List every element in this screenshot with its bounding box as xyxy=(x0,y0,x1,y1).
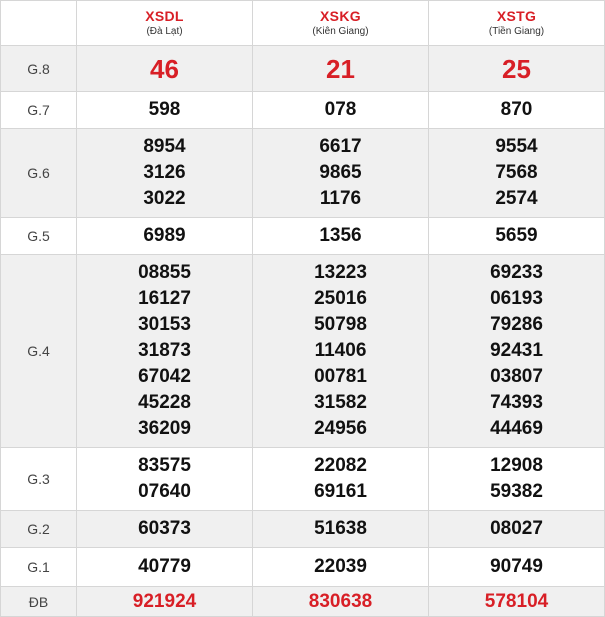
prize-row-g6 xyxy=(1,129,605,218)
result-number: 00781 xyxy=(314,366,367,387)
province-name: (Kiên Giang) xyxy=(312,26,369,37)
result-cell xyxy=(253,46,429,92)
result-number: 6617 xyxy=(319,136,362,157)
result-cell xyxy=(429,46,605,92)
result-number: 67042 xyxy=(138,366,191,387)
province-header-xsdl[interactable] xyxy=(77,1,253,46)
prize-label: G.4 xyxy=(1,255,77,448)
result-number: 25 xyxy=(502,53,531,84)
province-header-xskg[interactable] xyxy=(253,1,429,46)
result-number: 1356 xyxy=(319,225,362,246)
result-number: 24956 xyxy=(314,418,367,439)
result-cell xyxy=(77,92,253,129)
result-number: 13223 xyxy=(314,262,367,283)
result-number: 08027 xyxy=(490,518,543,539)
province-code[interactable]: XSKG xyxy=(320,8,361,24)
prize-row-g5 xyxy=(1,218,605,255)
result-number: 74393 xyxy=(490,392,543,413)
result-cell xyxy=(429,92,605,129)
prize-label: ĐB xyxy=(1,587,77,617)
result-number: 79286 xyxy=(490,314,543,335)
result-number: 46 xyxy=(150,53,179,84)
result-cell xyxy=(429,255,605,448)
special-prize-number: 578104 xyxy=(484,590,549,612)
result-number: 83575 xyxy=(138,455,191,476)
result-number: 3126 xyxy=(143,162,186,183)
result-number: 31582 xyxy=(314,392,367,413)
result-cell xyxy=(429,511,605,548)
prize-row-special xyxy=(1,587,605,617)
result-number: 11406 xyxy=(314,340,367,361)
result-number: 7568 xyxy=(495,162,538,183)
prize-label: G.2 xyxy=(1,511,77,548)
result-number: 06193 xyxy=(490,288,543,309)
result-cell xyxy=(253,448,429,511)
result-number: 07640 xyxy=(138,481,191,502)
prize-row-g7 xyxy=(1,92,605,129)
special-prize-number: 921924 xyxy=(132,590,197,612)
result-number: 59382 xyxy=(490,481,543,502)
result-number: 51638 xyxy=(314,518,367,539)
result-number: 22039 xyxy=(314,556,367,577)
result-number: 8954 xyxy=(143,136,186,157)
result-cell xyxy=(253,218,429,255)
prize-row-g1 xyxy=(1,548,605,587)
result-number: 03807 xyxy=(490,366,543,387)
result-cell xyxy=(253,511,429,548)
result-cell xyxy=(77,448,253,511)
result-number: 2574 xyxy=(495,188,538,209)
prize-label: G.6 xyxy=(1,129,77,218)
result-cell xyxy=(429,448,605,511)
result-number: 6989 xyxy=(143,225,186,246)
result-cell xyxy=(429,548,605,587)
result-cell xyxy=(77,587,253,617)
prize-row-g8 xyxy=(1,46,605,92)
result-number: 870 xyxy=(500,99,533,120)
result-cell xyxy=(77,511,253,548)
result-number: 69161 xyxy=(314,481,367,502)
province-header-row xyxy=(1,1,605,46)
prize-label: G.7 xyxy=(1,92,77,129)
province-name: (Đà Lạt) xyxy=(146,26,183,37)
result-number: 9865 xyxy=(319,162,362,183)
result-number: 25016 xyxy=(314,288,367,309)
result-number: 31873 xyxy=(138,340,191,361)
result-number: 45228 xyxy=(138,392,191,413)
prize-label: G.3 xyxy=(1,448,77,511)
result-number: 5659 xyxy=(495,225,538,246)
result-number: 92431 xyxy=(490,340,543,361)
result-number: 21 xyxy=(326,53,355,84)
prize-row-g2 xyxy=(1,511,605,548)
result-cell xyxy=(429,129,605,218)
result-number: 50798 xyxy=(314,314,367,335)
prize-label: G.1 xyxy=(1,548,77,587)
result-number: 9554 xyxy=(495,136,538,157)
result-number: 08855 xyxy=(138,262,191,283)
result-number: 3022 xyxy=(143,188,186,209)
result-number: 90749 xyxy=(490,556,543,577)
result-cell xyxy=(429,587,605,617)
prize-header-cell xyxy=(1,1,77,46)
province-name: (Tiền Giang) xyxy=(488,26,545,37)
result-number: 60373 xyxy=(138,518,191,539)
province-code[interactable]: XSDL xyxy=(145,8,184,24)
result-cell xyxy=(77,548,253,587)
result-cell xyxy=(253,92,429,129)
result-number: 078 xyxy=(324,99,357,120)
result-cell xyxy=(77,129,253,218)
special-prize-number: 830638 xyxy=(308,590,373,612)
result-number: 40779 xyxy=(138,556,191,577)
result-number: 22082 xyxy=(314,455,367,476)
prize-label: G.8 xyxy=(1,46,77,92)
result-cell xyxy=(77,255,253,448)
result-cell xyxy=(253,255,429,448)
result-cell xyxy=(429,218,605,255)
province-header-xstg[interactable] xyxy=(429,1,605,46)
result-cell xyxy=(77,46,253,92)
result-cell xyxy=(253,548,429,587)
prize-row-g3 xyxy=(1,448,605,511)
prize-row-g4 xyxy=(1,255,605,448)
result-number: 36209 xyxy=(138,418,191,439)
province-code[interactable]: XSTG xyxy=(496,8,537,24)
result-cell xyxy=(77,218,253,255)
result-number: 69233 xyxy=(490,262,543,283)
result-number: 598 xyxy=(148,99,181,120)
result-number: 44469 xyxy=(490,418,543,439)
prize-label: G.5 xyxy=(1,218,77,255)
result-number: 12908 xyxy=(490,455,543,476)
result-number: 30153 xyxy=(138,314,191,335)
result-number: 1176 xyxy=(319,188,362,209)
result-number: 16127 xyxy=(138,288,191,309)
result-cell xyxy=(253,587,429,617)
result-cell xyxy=(253,129,429,218)
